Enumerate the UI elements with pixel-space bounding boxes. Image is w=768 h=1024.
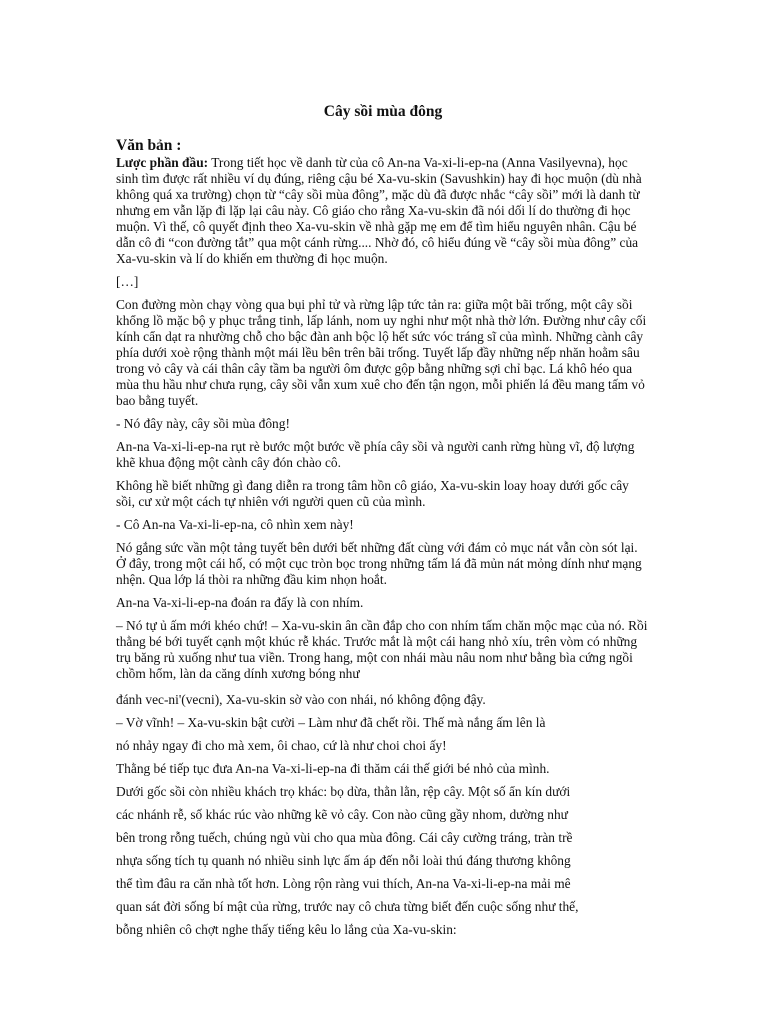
body-line: – Vờ vĩnh! – Xa-vu-skin bật cười – Làm như đã chết rồi. Thế mà nắng ấm lên là bbox=[116, 715, 546, 730]
summary-paragraph bbox=[116, 155, 650, 267]
body-line: thể tìm đâu ra căn nhà tốt hơn. Lòng rộn ràng vui thích, An-na Va-xi-li-ep-na mải mê bbox=[116, 876, 571, 891]
summary-label: Lược phần đầu: bbox=[116, 155, 209, 170]
body-line: bên trong rỗng tuếch, chúng ngủ vùi cho qua mùa đông. Cái cây cường tráng, tràn trề bbox=[116, 830, 573, 845]
body-paragraph: Không hề biết những gì đang diễn ra trong tâm hồn cô giáo, Xa-vu-skin loay hoay dưới gốc cây sồi, cư xử một cách tự nhiên với người quen cũ của mình. bbox=[116, 478, 629, 509]
body-paragraph: - Cô An-na Va-xi-li-ep-na, cô nhìn xem này! bbox=[116, 517, 354, 532]
body-paragraph: Nó gắng sức vần một tảng tuyết bên dưới bết những đất cùng với đám cỏ mục nát vẫn còn sót lại. Ở đây, trong một cái hố, có một cục tròn bọc trong những tấm lá đã mủn nát mỏng dính như mạng nhện. Qua lớp lá thòi ra những đầu kim nhọn hoắt. bbox=[116, 540, 642, 587]
document-body bbox=[116, 102, 650, 941]
body-line: quan sát đời sống bí mật của rừng, trước nay cô chưa từng biết đến cuộc sống như thế, bbox=[116, 899, 579, 914]
summary-text: Trong tiết học về danh từ của cô An-na Va-xi-li-ep-na (Anna Vasilyevna), học sinh tìm được rất nhiều ví dụ đúng, riêng cậu bé Xa-vu-skin (Savushkin) hay đi học muộn (dù nhà không quá xa trường) chọn từ “cây sồi mùa đông”, mặc dù đã được nhắc “cây sồi” mới là danh từ nhưng em vẫn lặp đi lặp lại câu này. Cô giáo cho rằng Xa-vu-skin đã nói dối lí do thường đi học muộn. Vì thế, cô quyết định theo Xa-vu-skin về nhà gặp mẹ em để tìm hiểu nguyên nhân. Cậu bé dẫn cô đi “con đường tắt” qua một cánh rừng.... Nhờ đó, cô hiểu đúng về “cây sồi mùa đông” của Xa-vu-skin và lí do khiến em thường đi học muộn. bbox=[116, 155, 642, 266]
body-line: bỗng nhiên cô chợt nghe thấy tiếng kêu lo lắng của Xa-vu-skin: bbox=[116, 922, 457, 937]
body-line: nó nhảy ngay đi cho mà xem, ôi chao, cứ là như choi choi ấy! bbox=[116, 738, 447, 753]
body-paragraph: – Nó tự ủ ấm mới khéo chứ! – Xa-vu-skin ân cần đắp cho con nhím tấm chăn mộc mạc của nó. Rồi thằng bé bới tuyết cạnh một khúc rễ khác. Trước mắt là một cái hang nhỏ xíu, trên vòm có những trụ băng rủ xuống như tua viền. Trong hang, một con nhái màu nâu nom như bằng bìa cứng ngồi chồm hổm, làn da căng dính xương bóng như bbox=[116, 618, 648, 681]
body-paragraph: An-na Va-xi-li-ep-na rụt rè bước một bước về phía cây sồi và người canh rừng hùng vĩ, độ lượng khẽ khua động một cành cây đón chào cô. bbox=[116, 439, 635, 470]
body-line: Dưới gốc sồi còn nhiều khách trọ khác: bọ dừa, thằn lằn, rệp cây. Một số ẩn kín dưới bbox=[116, 784, 571, 799]
section-heading: Văn bản : bbox=[116, 137, 182, 154]
body-line: Thằng bé tiếp tục đưa An-na Va-xi-li-ep-na đi thăm cái thế giới bé nhỏ của mình. bbox=[116, 761, 550, 776]
body-line: đánh vec-ni'(vecni), Xa-vu-skin sờ vào con nhái, nó không động đậy. bbox=[116, 692, 486, 707]
ellipsis-marker: […] bbox=[116, 274, 139, 289]
document-title: Cây sồi mùa đông bbox=[323, 103, 443, 120]
body-paragraph: An-na Va-xi-li-ep-na đoán ra đấy là con nhím. bbox=[116, 595, 364, 610]
body-paragraph: Con đường mòn chạy vòng qua bụi phỉ tử và rừng lập tức tản ra: giữa một bãi trống, một cây sồi khổng lồ mặc bộ y phục trắng tinh, lấp lánh, nom uy nghi như một nhà thờ lớn. Đường như cây cối kính cẩn dạt ra nhường chỗ cho bậc đàn anh bộc lộ hết sức vóc tráng sĩ của mình. Những cành cây phía dưới xoè rộng thành một mái lều bên trên bãi trống. Tuyết lấp đầy những nếp nhăn hoằm sâu trong vỏ cây và cái thân cây tầm ba người ôm được gộp bằng những sợi chỉ bạc. Lá khô héo qua mùa thu hầu như chưa rụng, cây sồi vẫn xum xuê cho đến tận ngọn, mỗi phiến lá đều mang tấm vỏ bao bằng tuyết. bbox=[116, 297, 647, 408]
body-paragraph: - Nó đây này, cây sồi mùa đông! bbox=[116, 416, 290, 431]
body-line: các nhánh rễ, số khác rúc vào những kẽ vỏ cây. Con nào cũng gầy nhom, dường như bbox=[116, 807, 568, 822]
body-line: nhựa sống tích tụ quanh nó nhiều sinh lực ấm áp đến nỗi loài thú đáng thương không bbox=[116, 853, 571, 868]
